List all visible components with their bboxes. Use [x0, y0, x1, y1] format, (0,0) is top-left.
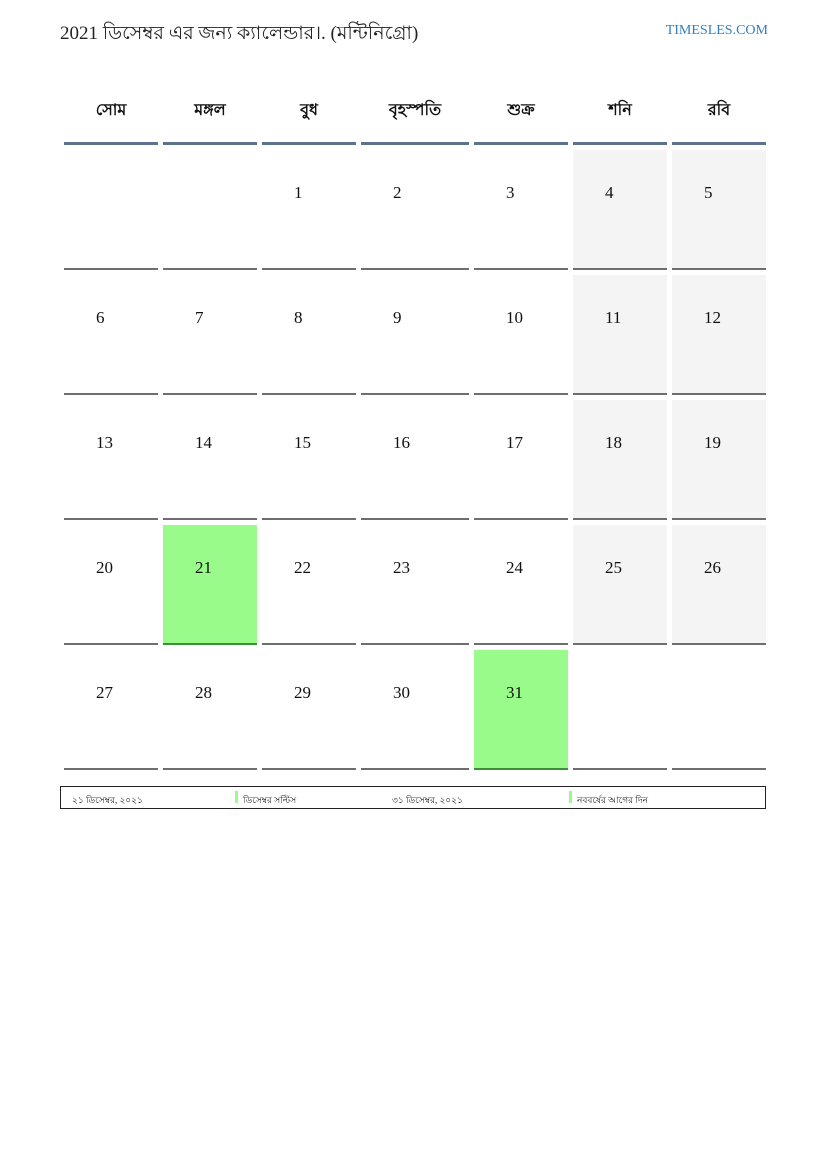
holiday-legend	[60, 786, 766, 809]
weekday-tuesday: মঙ্গল	[163, 78, 257, 145]
calendar-day[interactable]	[361, 525, 469, 645]
legend-holiday-swatch-2	[569, 791, 572, 803]
day-number: 11	[605, 308, 622, 327]
day-number: 19	[704, 433, 721, 452]
calendar-day-empty	[573, 650, 667, 770]
calendar-day[interactable]	[361, 275, 469, 395]
day-number: 15	[294, 433, 311, 452]
calendar-day[interactable]	[64, 525, 158, 645]
calendar-day-empty	[672, 650, 766, 770]
day-number: 22	[294, 558, 311, 577]
calendar-day[interactable]	[474, 525, 568, 645]
day-number: 30	[393, 683, 410, 702]
calendar-day[interactable]	[672, 150, 766, 270]
day-number: 13	[96, 433, 113, 452]
weekday-wednesday: বুধ	[262, 78, 356, 145]
day-number: 21	[195, 558, 212, 577]
weekday-thursday: বৃহস্পতি	[361, 78, 469, 145]
calendar-day[interactable]	[361, 150, 469, 270]
day-number: 28	[195, 683, 212, 702]
calendar-day[interactable]	[672, 400, 766, 520]
day-number: 17	[506, 433, 523, 452]
weekday-sunday: রবি	[672, 78, 766, 145]
legend-event-1: ডিসেম্বর সল্টিস	[243, 795, 297, 805]
day-number: 10	[506, 308, 523, 327]
page-title: 2021 ডিসেম্বর এর জন্য ক্যালেন্ডার।. (মন্টিনিগ্রো)	[60, 23, 419, 44]
calendar-day[interactable]	[361, 400, 469, 520]
day-number: 5	[704, 183, 713, 202]
calendar-day[interactable]	[262, 275, 356, 395]
week-row	[64, 650, 766, 770]
day-number: 6	[96, 308, 105, 327]
weekday-header-row	[64, 78, 766, 145]
weekday-friday: শুক্র	[474, 78, 568, 145]
week-row	[64, 150, 766, 270]
day-number: 24	[506, 558, 523, 577]
calendar-day[interactable]	[672, 275, 766, 395]
calendar-day[interactable]	[573, 400, 667, 520]
week-row	[64, 525, 766, 645]
calendar-day[interactable]	[262, 150, 356, 270]
week-row	[64, 400, 766, 520]
calendar-day[interactable]	[573, 275, 667, 395]
calendar-day[interactable]	[672, 525, 766, 645]
day-number: 8	[294, 308, 303, 327]
calendar-day-empty	[163, 150, 257, 270]
brand-link[interactable]: TIMESLES.COM	[665, 23, 768, 38]
calendar-day[interactable]	[262, 525, 356, 645]
weekday-saturday: শনি	[573, 78, 667, 145]
weekday-monday: সোম	[64, 78, 158, 145]
calendar-day[interactable]	[361, 650, 469, 770]
legend-date-1: ২১ ডিসেম্বর, ২০২১	[72, 795, 143, 805]
day-number: 29	[294, 683, 311, 702]
calendar-day[interactable]	[64, 275, 158, 395]
calendar-day[interactable]	[573, 150, 667, 270]
day-number: 25	[605, 558, 622, 577]
day-number: 4	[605, 183, 614, 202]
week-row	[64, 275, 766, 395]
calendar-day[interactable]	[474, 650, 568, 770]
calendar-day[interactable]	[474, 275, 568, 395]
day-number: 18	[605, 433, 622, 452]
day-number: 31	[506, 683, 523, 702]
calendar-day[interactable]	[474, 150, 568, 270]
calendar-day[interactable]	[262, 650, 356, 770]
calendar-day[interactable]	[163, 400, 257, 520]
calendar-day[interactable]	[474, 400, 568, 520]
day-number: 3	[506, 183, 515, 202]
legend-date-2: ৩১ ডিসেম্বর, ২০২১	[392, 795, 463, 805]
legend-event-2: নববর্ষের আগের দিন	[577, 795, 649, 805]
legend-holiday-swatch-1	[235, 791, 238, 803]
calendar-day[interactable]	[573, 525, 667, 645]
calendar-day[interactable]	[64, 400, 158, 520]
calendar-day[interactable]	[163, 275, 257, 395]
day-number: 12	[704, 308, 721, 327]
day-number: 9	[393, 308, 402, 327]
calendar-day[interactable]	[163, 650, 257, 770]
day-number: 7	[195, 308, 204, 327]
day-number: 20	[96, 558, 113, 577]
day-number: 23	[393, 558, 410, 577]
day-number: 16	[393, 433, 410, 452]
day-number: 27	[96, 683, 113, 702]
calendar-grid	[59, 78, 771, 770]
calendar-day[interactable]	[262, 400, 356, 520]
day-number: 2	[393, 183, 402, 202]
day-number: 26	[704, 558, 721, 577]
day-number: 1	[294, 183, 303, 202]
day-number: 14	[195, 433, 212, 452]
calendar-day[interactable]	[64, 650, 158, 770]
calendar-day[interactable]	[163, 525, 257, 645]
calendar-day-empty	[64, 150, 158, 270]
